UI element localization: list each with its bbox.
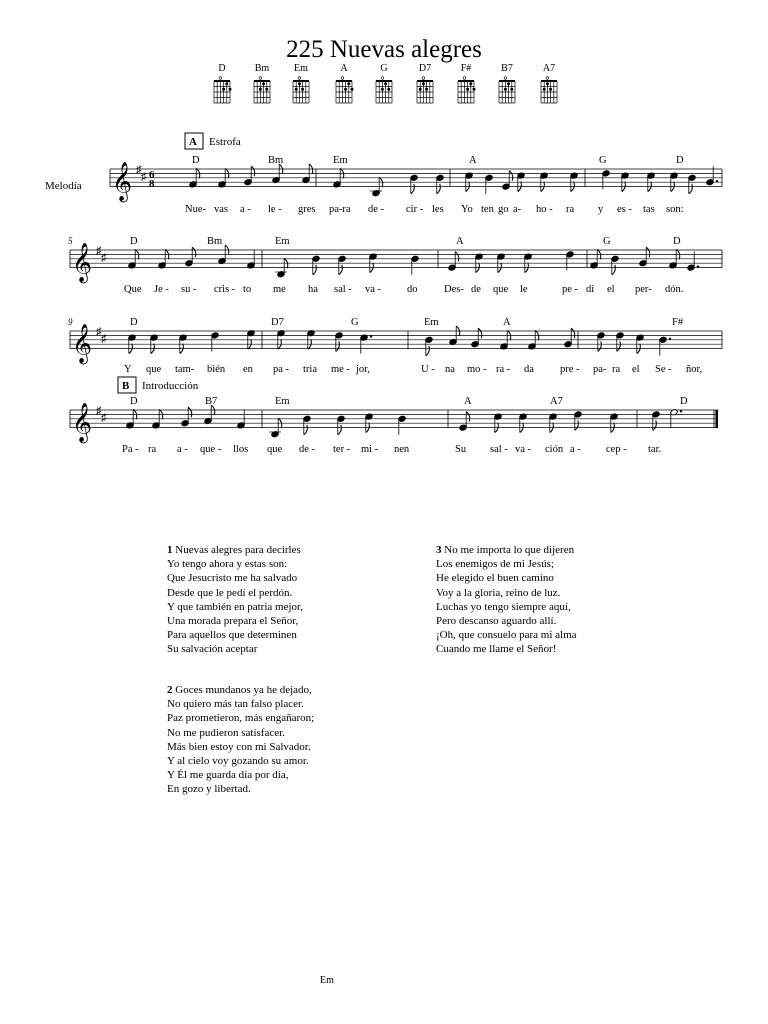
sharp-icon: ♯ <box>101 252 107 264</box>
sharp-icon: ♯ <box>96 326 102 338</box>
lyric-syllable: pe - <box>562 284 579 295</box>
lyric-syllable: ción <box>545 444 564 455</box>
lyric-syllable: tam- <box>175 364 195 375</box>
verse-line: Desde que le pedí el perdón. <box>167 586 293 599</box>
verse-line: Y al cielo voy gozando su amor. <box>167 755 309 768</box>
chord-symbol: G <box>603 236 611 247</box>
note-flag <box>653 420 657 430</box>
lyric-syllable: Nue- <box>185 204 206 215</box>
chord-diagram-name: A <box>340 63 348 74</box>
section-name: Estrofa <box>209 136 241 148</box>
lyric-syllable: de - <box>299 444 316 455</box>
page-footer: Em <box>320 975 334 986</box>
lyric-syllable: de - <box>368 204 385 215</box>
lyric-syllable: Su <box>455 444 467 455</box>
lyric-syllable: y <box>598 204 604 215</box>
note-flag <box>251 166 255 176</box>
lyric-syllable: a - <box>570 444 581 455</box>
lyric-syllable: a - <box>177 444 188 455</box>
lyric-syllable: ten <box>481 204 494 215</box>
treble-clef-icon: 𝄞 <box>112 163 133 201</box>
chord-symbol: Bm <box>268 155 284 166</box>
lyric-syllable: en <box>243 364 253 375</box>
chord-symbol: B7 <box>205 396 218 407</box>
lyric-syllable: les <box>432 204 444 215</box>
chord-symbol: D <box>130 236 138 247</box>
verse-line: Más bien estoy con mi Salvador. <box>167 740 311 753</box>
lyric-syllable: cep - <box>606 444 627 455</box>
chord-symbol: A <box>464 396 472 407</box>
lyric-syllable: Y <box>124 364 132 375</box>
lyric-syllable: to <box>243 284 252 295</box>
lyric-syllable: ñor, <box>686 364 703 375</box>
chord-diagram-name: Em <box>294 63 308 74</box>
augmentation-dot <box>669 338 671 340</box>
note-flag <box>509 171 513 181</box>
augmentation-dot <box>680 410 682 412</box>
lyric-syllable: mo - <box>467 364 487 375</box>
time-signature-top: 6 <box>149 169 155 181</box>
note-flag <box>571 328 575 338</box>
chord-symbol: D <box>130 396 138 407</box>
lyric-syllable: tria <box>303 364 317 375</box>
chord-diagram-name: A7 <box>542 63 556 74</box>
measure-number: 5 <box>68 236 73 246</box>
note-flag <box>336 341 340 351</box>
note-flag <box>411 184 415 194</box>
chord-symbol: Em <box>275 236 290 247</box>
chord-symbol: D <box>676 155 684 166</box>
note-flag <box>192 247 196 257</box>
verse-line: Goces mundanos ya he dejado, <box>175 684 312 696</box>
verse-line: Voy a la gloria, reino de luz. <box>436 586 561 599</box>
verse-line: Nuevas alegres para decirles <box>175 544 301 556</box>
time-signature-bottom: 8 <box>149 178 155 190</box>
chord-diagram-name: D <box>218 63 226 74</box>
verse-line: He elegido el buen camino <box>436 572 554 585</box>
lyric-syllable: pa-ra <box>329 204 351 215</box>
lyric-syllable: tar. <box>648 444 662 455</box>
sharp-icon: ♯ <box>101 412 107 424</box>
chord-symbol: D7 <box>271 317 284 328</box>
lyric-syllable: que <box>493 284 509 295</box>
lyric-syllable: llos <box>233 444 249 455</box>
verse-line: Para aquellos que determinen <box>167 629 297 642</box>
verse-3 <box>436 543 696 657</box>
note-flag <box>598 341 602 351</box>
lyric-syllable: tas <box>643 204 655 215</box>
chord-symbol: Em <box>333 155 348 166</box>
lyric-syllable: Pa - <box>122 444 139 455</box>
chord-diagram-name: D7 <box>418 63 432 74</box>
verse-line: Paz prometieron, más engañaron; <box>167 712 315 725</box>
treble-clef-icon: 𝄞 <box>72 404 93 442</box>
verse-line: Los enemigos de mi Jesús; <box>436 558 554 571</box>
staff-system-2 <box>68 236 722 295</box>
chord-diagram-name: B7 <box>501 63 513 74</box>
verse-line: Una morada prepara el Señor, <box>167 615 299 628</box>
note-flag <box>478 328 482 338</box>
lyric-syllable: pa- <box>593 364 607 375</box>
verse-line: Y que también en patria mejor, <box>167 600 303 613</box>
note-flag <box>313 265 317 275</box>
staff-system-3 <box>68 317 722 375</box>
note-flag <box>466 412 470 422</box>
augmentation-dot <box>697 265 699 267</box>
lyric-syllable: jor, <box>356 364 370 375</box>
chord-symbol: G <box>599 155 607 166</box>
section-letter: B <box>122 380 130 392</box>
song-title: 225 Nuevas alegres <box>286 36 482 63</box>
lyric-syllable: per- <box>635 284 652 295</box>
sharp-icon: ♯ <box>141 171 147 183</box>
note-flag <box>612 265 616 275</box>
lyric-syllable: ra <box>566 204 575 215</box>
lyric-syllable: Que <box>124 284 142 295</box>
sheet-music <box>0 0 768 470</box>
augmentation-dot <box>370 335 372 337</box>
sharp-icon: ♯ <box>136 164 142 176</box>
lyric-syllable: Se - <box>655 364 672 375</box>
lyric-syllable: le <box>520 284 528 295</box>
sharp-icon: ♯ <box>101 333 107 345</box>
chord-symbol: G <box>351 317 359 328</box>
lyric-syllable: Des- <box>444 284 464 295</box>
lyric-syllable: ra <box>148 444 157 455</box>
lyric-syllable: cris - <box>214 284 236 295</box>
lyric-syllable: es - <box>617 204 632 215</box>
note-flag <box>689 184 693 194</box>
lyric-syllable: son: <box>666 204 684 215</box>
verse-line: ¡Oh, que consuelo para mi alma <box>436 629 577 642</box>
lyric-syllable: le - <box>268 204 282 215</box>
note-flag <box>617 341 621 351</box>
chord-symbol: A7 <box>550 396 563 407</box>
chord-diagram-name: Bm <box>254 63 270 74</box>
lyric-syllable: do <box>407 284 418 295</box>
chord-symbol: D <box>130 317 138 328</box>
verse-1 <box>167 543 427 657</box>
augmentation-dot <box>716 180 718 182</box>
verse-number: 3 <box>436 544 442 556</box>
lyric-syllable: sal - <box>490 444 508 455</box>
lyric-syllable: pre - <box>560 364 580 375</box>
chord-symbol: F# <box>672 317 684 328</box>
note-flag <box>455 252 459 262</box>
part-label: Melodía <box>45 180 82 192</box>
staff-system-4 <box>70 396 718 455</box>
lyric-syllable: na <box>445 364 455 375</box>
chord-symbol: D <box>680 396 688 407</box>
verse-line: No me importa lo que dijeren <box>444 544 575 556</box>
note-flag <box>188 407 192 417</box>
lyric-syllable: bién <box>207 364 226 375</box>
lyric-syllable: va - <box>515 444 532 455</box>
lyric-syllable: va - <box>365 284 382 295</box>
verse-line: Y Él me guarda día por día, <box>167 769 289 782</box>
verse-line: En gozo y libertad. <box>167 783 251 796</box>
lyric-syllable: mi - <box>361 444 379 455</box>
lyric-syllable: a- <box>513 204 522 215</box>
lyric-syllable: ha <box>308 284 318 295</box>
measure-number: 9 <box>68 317 73 327</box>
chord-symbol: A <box>456 236 464 247</box>
lyric-syllable: ra - <box>496 364 511 375</box>
lyric-syllable: de <box>471 284 481 295</box>
lyric-syllable: ho - <box>536 204 553 215</box>
verse-2 <box>167 683 427 797</box>
note-flag <box>646 247 650 257</box>
verse-line: No quiero más tan falso placer. <box>167 698 304 711</box>
chord-symbol: Em <box>275 396 290 407</box>
note-flag <box>437 184 441 194</box>
section-name: Introducción <box>142 380 199 392</box>
lyric-syllable: el <box>607 284 615 295</box>
sharp-icon: ♯ <box>96 245 102 257</box>
chord-symbol: A <box>469 155 477 166</box>
lyric-syllable: dón. <box>665 284 684 295</box>
lyric-syllable: ter - <box>333 444 351 455</box>
lyric-syllable: cir - <box>406 204 424 215</box>
chord-symbol: Bm <box>207 236 223 247</box>
verse-line: Que Jesucristo me ha salvado <box>167 572 298 585</box>
treble-clef-icon: 𝄞 <box>72 244 93 282</box>
staff-system-1 <box>110 155 722 215</box>
lyric-syllable: vas <box>214 204 228 215</box>
verse-line: Luchas yo tengo siempre aquí, <box>436 600 571 613</box>
lyric-syllable: me - <box>331 364 350 375</box>
treble-clef-icon: 𝄞 <box>72 325 93 363</box>
lyric-syllable: U - <box>421 364 435 375</box>
lyric-syllable: di <box>586 284 595 295</box>
lyric-syllable: gres <box>298 204 316 215</box>
chord-symbol: A <box>503 317 511 328</box>
note-flag <box>304 425 308 435</box>
lyric-syllable: que <box>146 364 162 375</box>
verse-line: Pero descanso aguardo allí. <box>436 615 557 628</box>
section-letter: A <box>189 136 197 148</box>
lyric-syllable: da <box>524 364 534 375</box>
chord-diagram-name: G <box>380 63 388 74</box>
lyric-syllable: me <box>273 284 286 295</box>
final-barline <box>716 410 719 428</box>
verse-number: 1 <box>167 544 173 556</box>
note-flag <box>575 420 579 430</box>
chord-symbol: D <box>192 155 200 166</box>
lyric-syllable: el <box>632 364 640 375</box>
note-flag <box>339 265 343 275</box>
verse-line: No me pudieron satisfacer. <box>167 726 285 739</box>
lyric-syllable: su - <box>181 284 197 295</box>
chord-symbol: Em <box>424 317 439 328</box>
lyric-syllable: nen <box>394 444 410 455</box>
lyric-syllable: Yo <box>461 204 473 215</box>
chord-symbol: D <box>673 236 681 247</box>
lyric-syllable: a - <box>240 204 251 215</box>
note-flag <box>338 425 342 435</box>
lyric-syllable: go <box>498 204 509 215</box>
verse-line: Su salvación aceptar <box>167 643 258 656</box>
verse-line: Cuando me llame el Señor! <box>436 643 557 656</box>
lyric-syllable: sal - <box>334 284 352 295</box>
verse-line: Yo tengo ahora y estas son: <box>167 558 288 571</box>
lyric-syllable: pa - <box>273 364 290 375</box>
lyric-syllable: ra <box>612 364 621 375</box>
lyric-syllable: que <box>267 444 283 455</box>
note-flag <box>426 346 430 356</box>
sharp-icon: ♯ <box>96 405 102 417</box>
lyric-syllable: Je - <box>154 284 169 295</box>
chord-diagram-name: F# <box>460 63 472 74</box>
verse-number: 2 <box>167 684 173 696</box>
lyric-syllable: que - <box>200 444 222 455</box>
